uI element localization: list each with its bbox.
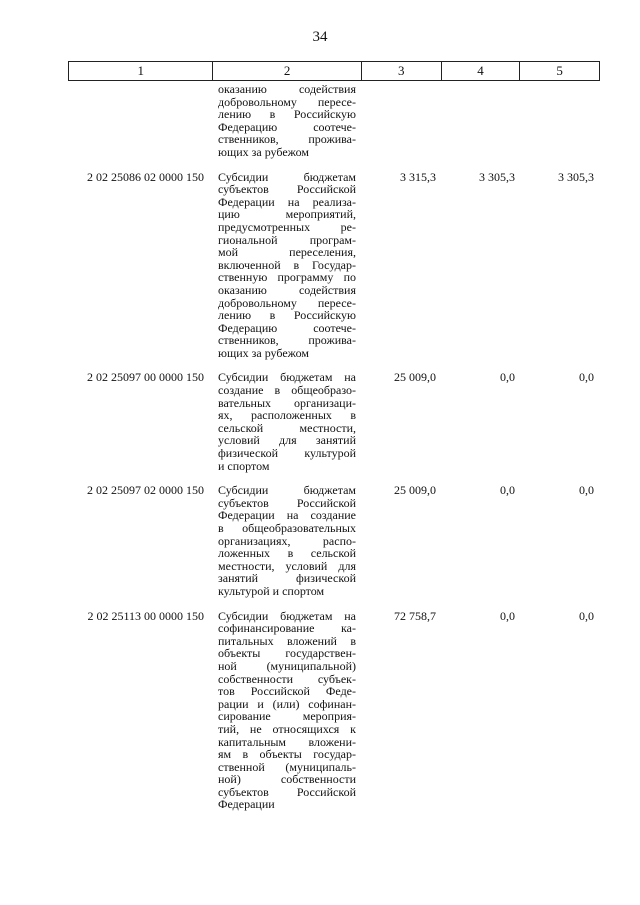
amount-col-3 xyxy=(362,83,442,159)
description-line: ственников, прожива- xyxy=(218,132,356,147)
income-description xyxy=(213,610,362,812)
description-line: ной) собственности xyxy=(218,772,356,787)
amount-col-4: 0,0 xyxy=(500,370,515,385)
description-line: ющих за рубежом xyxy=(218,144,310,159)
table-row xyxy=(68,171,600,360)
description-line: ям в объекты государ- xyxy=(218,747,356,762)
table-row xyxy=(68,83,600,159)
income-code: 2 02 25097 00 0000 150 xyxy=(87,370,204,385)
description-line: тов Российской Феде- xyxy=(218,684,356,699)
table-header xyxy=(68,61,600,81)
income-code xyxy=(68,83,213,159)
description-line: Субсидии бюджетам на xyxy=(218,370,356,385)
income-description xyxy=(213,484,362,597)
description-line: ющих за рубежом xyxy=(218,345,310,360)
description-line: организациях, распо- xyxy=(218,533,356,548)
description-line: добровольному пересе- xyxy=(218,295,356,310)
amount-col-5: 0,0 xyxy=(579,370,594,385)
amount-col-4: 0,0 xyxy=(500,608,515,623)
income-description xyxy=(213,371,362,472)
description-line: Субсидии бюджетам xyxy=(218,169,356,184)
description-line: Федерацию соотече- xyxy=(218,320,356,335)
description-line: культурой и спортом xyxy=(218,583,325,598)
description-line: предусмотренных ре- xyxy=(218,219,356,234)
description-line: сельской местности, xyxy=(218,420,356,435)
amount-col-3: 25 009,0 xyxy=(394,370,436,385)
description-line: объекты государствен- xyxy=(218,646,356,661)
header-col-5: 5 xyxy=(556,63,563,78)
description-line: ственников, прожива- xyxy=(218,333,356,348)
description-line: сирование мероприя- xyxy=(218,709,356,724)
description-line: цию мероприятий, xyxy=(218,207,356,222)
description-line: физической культурой xyxy=(218,446,356,461)
amount-col-4: 0,0 xyxy=(500,483,515,498)
description-line: вательных организаци- xyxy=(218,395,356,410)
amount-col-3: 3 315,3 xyxy=(400,169,436,184)
description-line: рации и (или) софинан- xyxy=(218,696,356,711)
description-line: ной (муниципальной) xyxy=(218,658,356,673)
amount-col-3: 25 009,0 xyxy=(394,483,436,498)
description-line: капитальным вложени- xyxy=(218,734,356,749)
description-line: в общеобразовательных xyxy=(218,521,356,535)
description-line: добровольному пересе- xyxy=(218,94,356,109)
description-line: лению в Российскую xyxy=(218,308,356,323)
description-line: оказанию содействия xyxy=(218,82,356,96)
amount-col-4: 3 305,3 xyxy=(479,169,515,184)
income-code: 2 02 25086 02 0000 150 xyxy=(87,169,204,184)
header-col-1: 1 xyxy=(69,62,213,80)
description-line: Федерации на создание xyxy=(218,508,356,523)
page-number: 34 xyxy=(312,29,328,45)
header-col-2: 2 xyxy=(213,62,361,80)
amount-col-5 xyxy=(521,83,600,159)
description-line: создание в общеобразо- xyxy=(218,383,356,398)
description-line: включенной в Государ- xyxy=(218,257,356,272)
description-line: местности, условий для xyxy=(218,558,356,573)
description-line: ях, расположенных в xyxy=(218,408,356,423)
description-line: оказанию содействия xyxy=(218,282,356,297)
description-line: ственной (муниципаль- xyxy=(218,759,356,774)
description-line: Субсидии бюджетам на xyxy=(218,608,356,623)
income-code: 2 02 25097 02 0000 150 xyxy=(87,483,204,498)
description-line: лению в Российскую xyxy=(218,107,356,122)
description-line: собственности субъек- xyxy=(218,671,356,686)
amount-col-5: 3 305,3 xyxy=(558,169,594,184)
description-line: субъектов Российской xyxy=(218,495,356,510)
description-line: и спортом xyxy=(218,458,270,473)
description-line: Субсидии бюджетам xyxy=(218,483,356,498)
amount-col-4 xyxy=(442,83,521,159)
description-line: субъектов Российской xyxy=(218,182,356,197)
description-line: субъектов Российской xyxy=(218,784,356,799)
description-line: гиональной програм- xyxy=(218,232,356,247)
description-line: занятий физической xyxy=(218,571,356,586)
description-line: ложенных в сельской xyxy=(218,546,356,561)
table-row xyxy=(68,610,600,812)
description-line: условий для занятий xyxy=(218,433,356,448)
description-line: питальных вложений в xyxy=(218,633,356,648)
description-line: Федерации xyxy=(218,797,275,812)
amount-col-5: 0,0 xyxy=(579,483,594,498)
header-col-4: 4 xyxy=(442,62,521,80)
income-description xyxy=(213,83,362,159)
description-line: ственную программу по xyxy=(218,270,356,285)
description-line: софинансирование ка- xyxy=(218,621,356,636)
description-line: мой переселения, xyxy=(218,245,356,260)
header-col-3: 3 xyxy=(362,62,442,80)
description-line: Федерацию соотече- xyxy=(218,119,356,134)
table-row xyxy=(68,484,600,597)
amount-col-5: 0,0 xyxy=(579,608,594,623)
description-line: тий, не относящихся к xyxy=(218,721,356,736)
amount-col-3: 72 758,7 xyxy=(394,608,436,623)
description-line: Федерации на реализа- xyxy=(218,194,356,209)
table-row xyxy=(68,371,600,472)
income-code: 2 02 25113 00 0000 150 xyxy=(87,608,204,623)
table-body xyxy=(68,83,600,811)
income-description xyxy=(213,171,362,360)
